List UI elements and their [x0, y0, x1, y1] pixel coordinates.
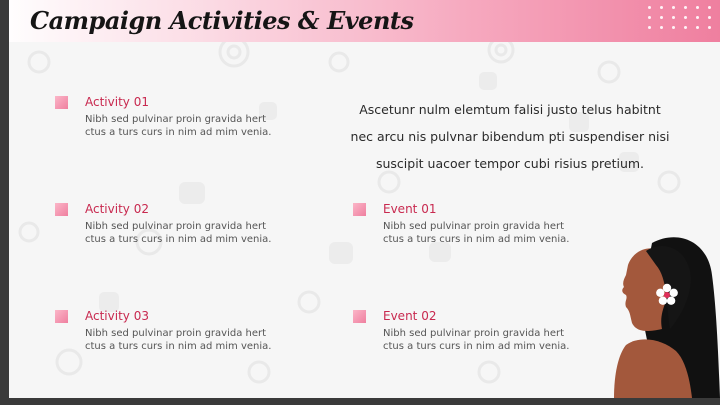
square-bullet-icon — [353, 203, 366, 216]
slide-frame-edge — [0, 0, 9, 405]
square-bullet-icon — [55, 310, 68, 323]
dot-grid-decoration — [646, 4, 716, 32]
square-bullet-icon — [55, 203, 68, 216]
event-02-text: Nibh sed pulvinar proin gravida hert ctus a turs curs in nim ad mim venia. — [383, 328, 570, 352]
event-01-text: Nibh sed pulvinar proin gravida hert ctus a turs curs in nim ad mim venia. — [383, 221, 570, 245]
square-bullet-icon — [55, 96, 68, 109]
square-bullet-icon — [353, 310, 366, 323]
activity-03-text: Nibh sed pulvinar proin gravida hert ctus a turs curs in nim ad mim venia. — [85, 328, 272, 352]
activity-01-text: Nibh sed pulvinar proin gravida hert ctus a turs curs in nim ad mim venia. — [85, 114, 272, 138]
activity-02-label: Activity 02 — [85, 202, 149, 216]
event-01-label: Event 01 — [383, 202, 437, 216]
event-02-label: Event 02 — [383, 309, 437, 323]
intro-paragraph: Ascetunr nulm elemtum falisi justo telus habitnt nec arcu nis pulvnar bibendum pti suspendiser nisi suscipit uacoer tempor cubi risius pretium. — [350, 102, 670, 171]
activity-01-label: Activity 01 — [85, 95, 149, 109]
woman-illustration — [600, 235, 720, 398]
activity-03-label: Activity 03 — [85, 309, 149, 323]
activity-02-text: Nibh sed pulvinar proin gravida hert ctus a turs curs in nim ad mim venia. — [85, 221, 272, 245]
slide-title: Campaign Activities & Events — [30, 6, 414, 35]
title-bar — [0, 0, 720, 42]
